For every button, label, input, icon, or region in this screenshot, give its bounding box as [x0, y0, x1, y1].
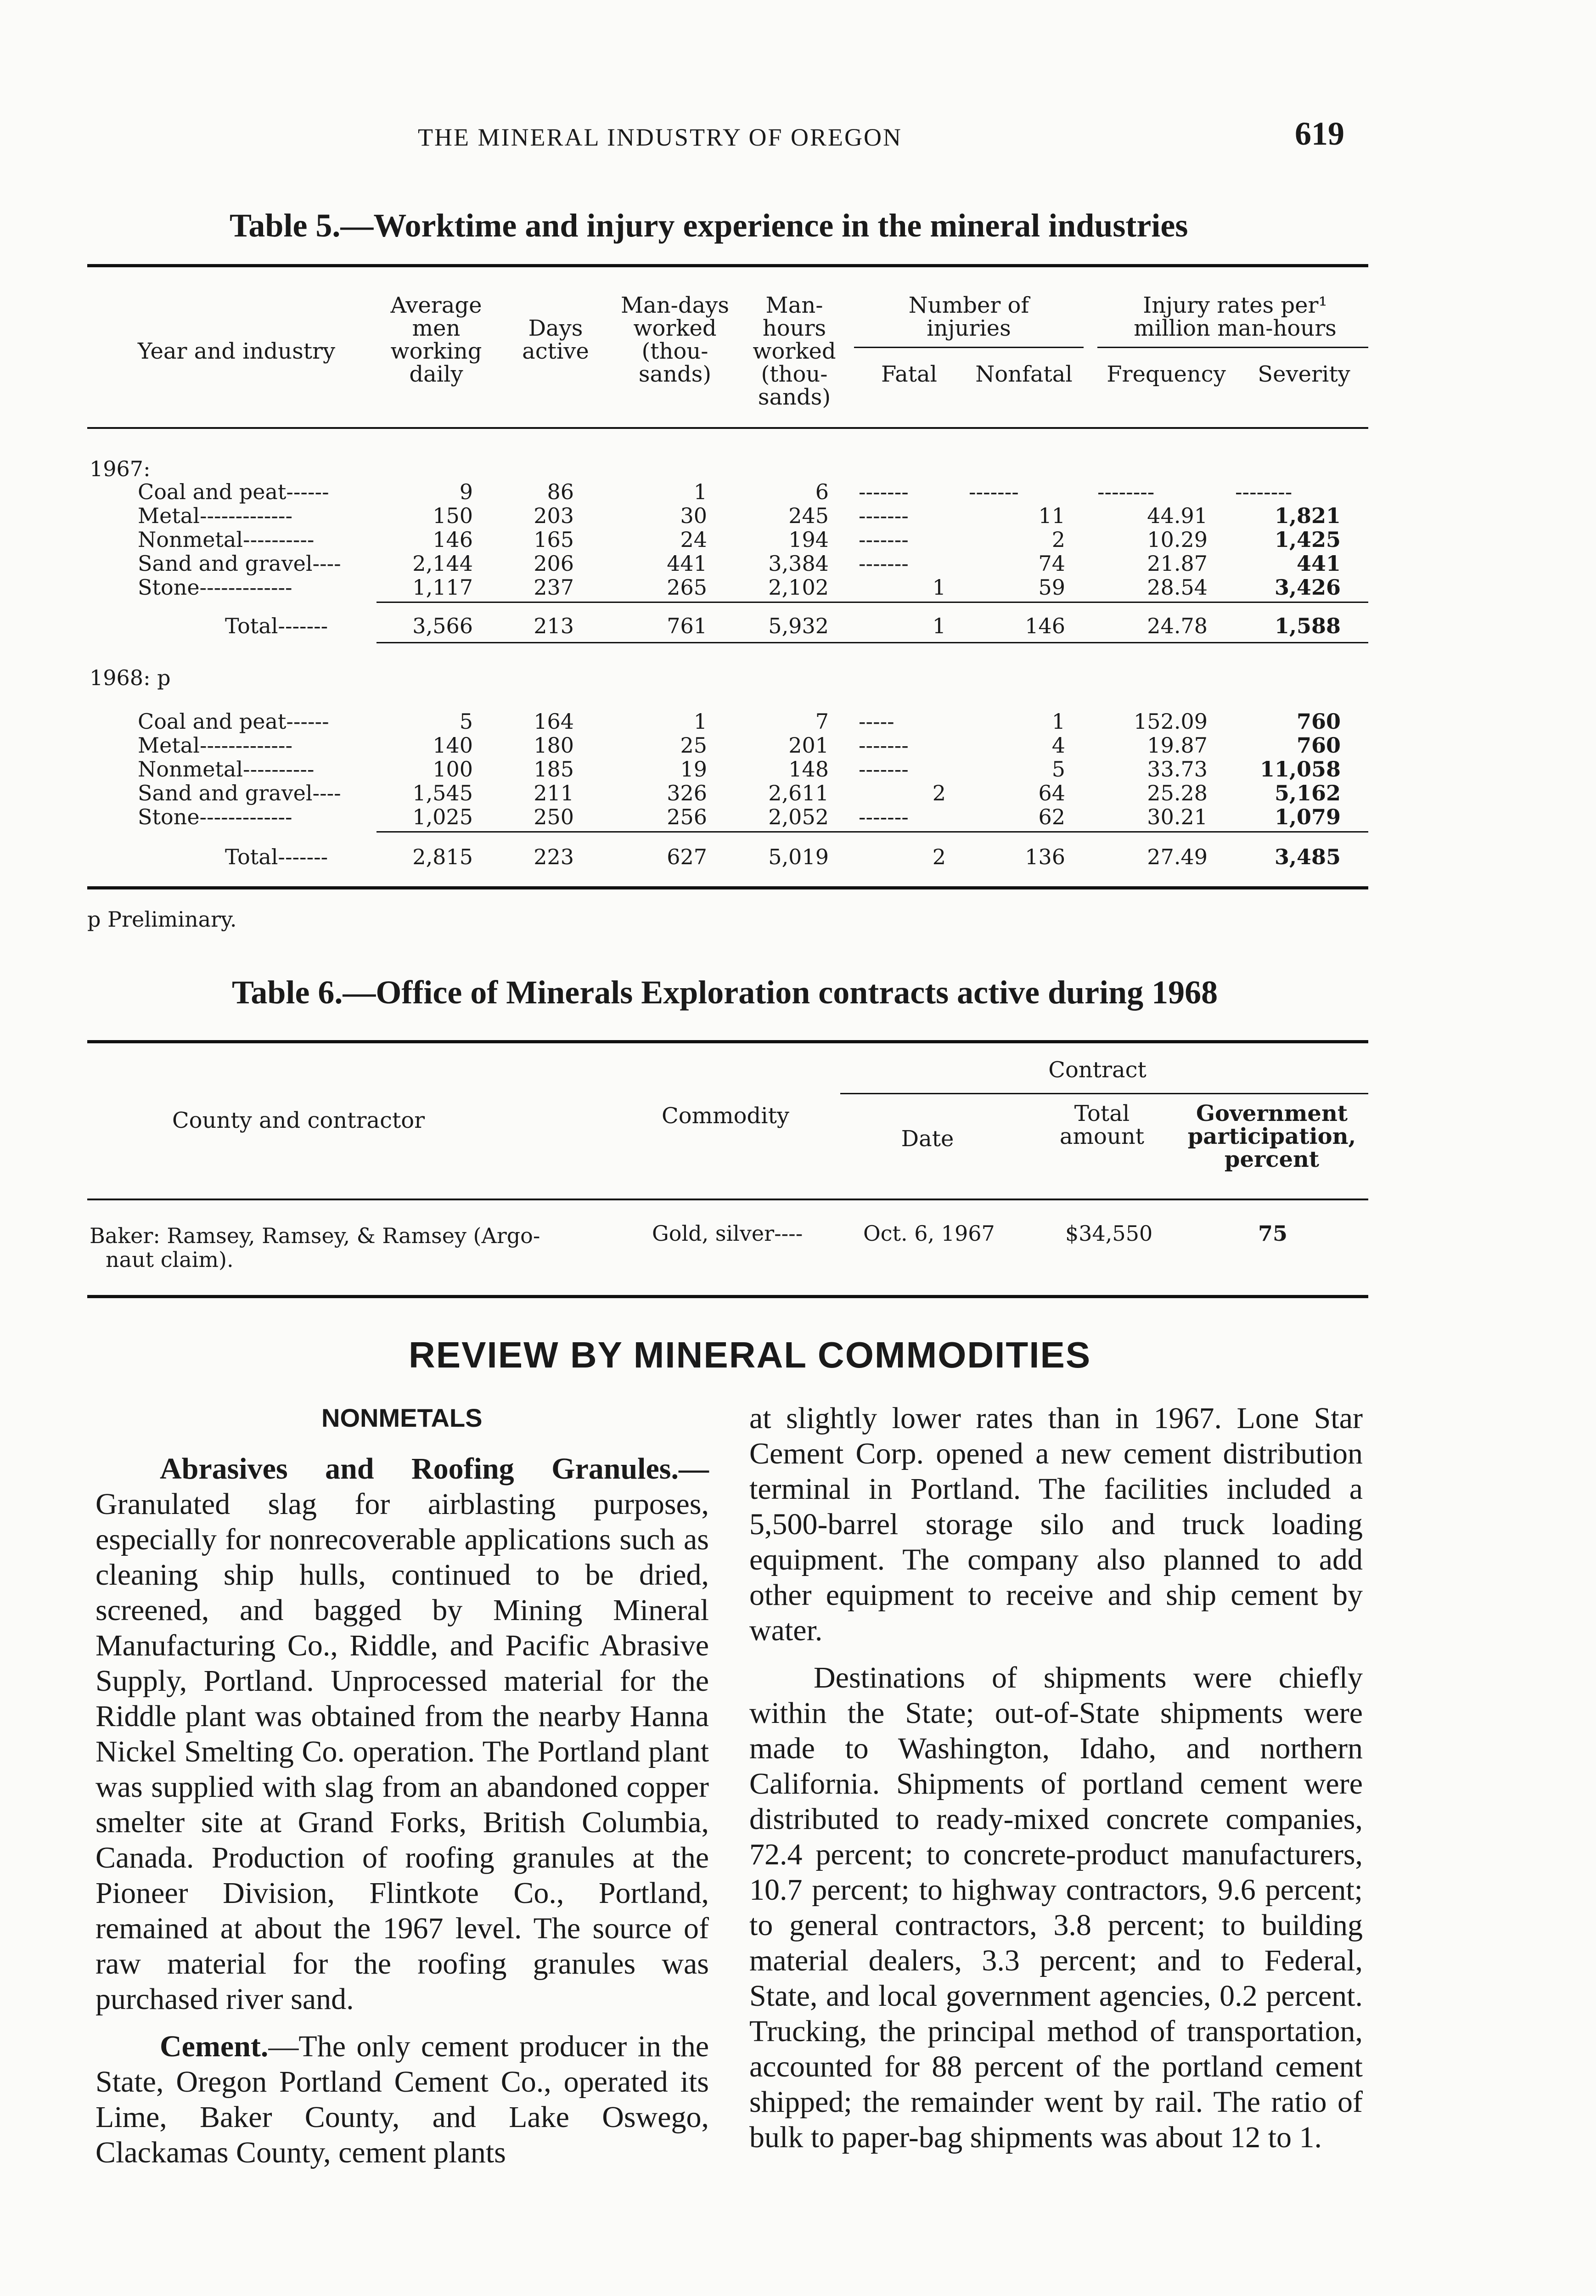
table6-title: Table 6.—Office of Minerals Exploration contracts active during 1968: [232, 974, 1218, 1011]
year-label-1968: 1968: p: [90, 665, 171, 690]
col-nonfatal: Nonfatal: [975, 361, 1073, 387]
subtotal-rule-1967: [377, 602, 1368, 603]
section-heading: REVIEW BY MINERAL COMMODITIES: [409, 1334, 1091, 1375]
col-date: Date: [901, 1126, 954, 1152]
col-county-contractor: County and contractor: [172, 1108, 425, 1133]
running-head: THE MINERAL INDUSTRY OF OREGON: [418, 124, 902, 151]
rates-subrule: [1097, 347, 1368, 348]
col-avg-men: Average men working daily: [390, 293, 482, 387]
total-rule-1967: [377, 642, 1368, 643]
col-contract: Contract: [1048, 1057, 1146, 1083]
table5-title: Table 5.—Worktime and injury experience in the mineral industries: [230, 207, 1188, 244]
table5-top-rule: [87, 264, 1368, 267]
subheading-nonmetals: NONMETALS: [321, 1403, 483, 1432]
table5-footnote: p Preliminary.: [87, 907, 237, 932]
runin-abrasives: Abrasives and Roofing Granules.—: [160, 1452, 709, 1486]
paragraph-destinations: Destinations of shipments were chiefly within the State; out-of-State shipments were made to Washington, Idaho, and northern California. Shipments of portland cement were distributed to ready-mixed concrete companies, 72.4 percent; to concrete-product manufacturers, 10.7 percent; to highway contractors, 9.6 percent; to general contractors, 3.8 percent; to building material dealers, 3.3 percent; and to Federal, State, and local government agencies, 0.2 percent. Trucking, the principal method of transportation, accounted for 88 percent of the portland cement shipped; the remainder went by rail. The ratio of bulk to paper-bag shipments was about 12 to 1.: [749, 1661, 1363, 2154]
paragraph-cement: Cement.—The only cement producer in the State, Oregon Portland Cement Co., operated its Lime, Baker County, and Lake Oswego, Clackamas County, cement plants: [96, 2030, 709, 2169]
col-frequency: Frequency: [1107, 361, 1226, 387]
subtotal-rule-1968: [377, 831, 1368, 833]
table6-bottom-rule: [87, 1295, 1368, 1298]
col-fatal: Fatal: [881, 361, 937, 387]
right-column: [749, 1401, 1363, 2155]
runin-cement: Cement.: [160, 2030, 269, 2063]
injuries-subrule: [854, 347, 1084, 348]
table6-header-rule: [87, 1199, 1368, 1200]
col-injury-rates: Injury rates per¹ million man-hours: [1134, 293, 1337, 341]
col-man-days: Man-days worked (thou-sands): [621, 293, 729, 387]
year-label-1967: 1967:: [90, 456, 151, 481]
col-severity: Severity: [1258, 361, 1350, 387]
col-total-amount: Total amount: [1059, 1101, 1145, 1149]
col-number-injuries: Number of injuries: [908, 293, 1029, 341]
col-man-hours: Man-hours worked (thou-sands): [753, 293, 836, 410]
col-year-industry: Year and industry: [137, 338, 336, 364]
contract-subrule: [840, 1093, 1368, 1094]
paragraph-cement-cont: at slightly lower rates than in 1967. Lone Star Cement Corp. opened a new cement distribution terminal in Portland. The facilities included a 5,500-barrel storage silo and truck loading equipment. The company also planned to add other equipment to receive and ship cement by water.: [749, 1401, 1363, 1647]
table6-top-rule: [87, 1040, 1368, 1043]
col-gov-participation: Government participation, percent: [1187, 1101, 1356, 1172]
left-column: [96, 1451, 709, 2170]
table5-bottom-rule: [87, 886, 1368, 889]
page-number: 619: [1295, 115, 1344, 152]
col-commodity: Commodity: [661, 1103, 790, 1129]
table5-header-rule: [87, 427, 1368, 429]
col-days-active: Days active: [522, 315, 589, 364]
paragraph-abrasives: Abrasives and Roofing Granules.— Granulated slag for airblasting purposes, especially for nonrecoverable applications such as cleaning ship hulls, continued to be dried, screened, and bagged by Mining Mineral Manufacturing Co., Riddle, and Pacific Abrasive Supply, Portland. Unprocessed material for the Riddle plant was obtained from the nearby Hanna Nickel Smelting Co. operation. The Portland plant was supplied with slag from an abandoned copper smelter site at Grand Forks, British Columbia, Canada. Production of roofing granules at the Pioneer Division, Flintkote Co., Portland, remained at about the 1967 level. The source of raw material for the roofing granules was purchased river sand.: [96, 1452, 709, 2016]
